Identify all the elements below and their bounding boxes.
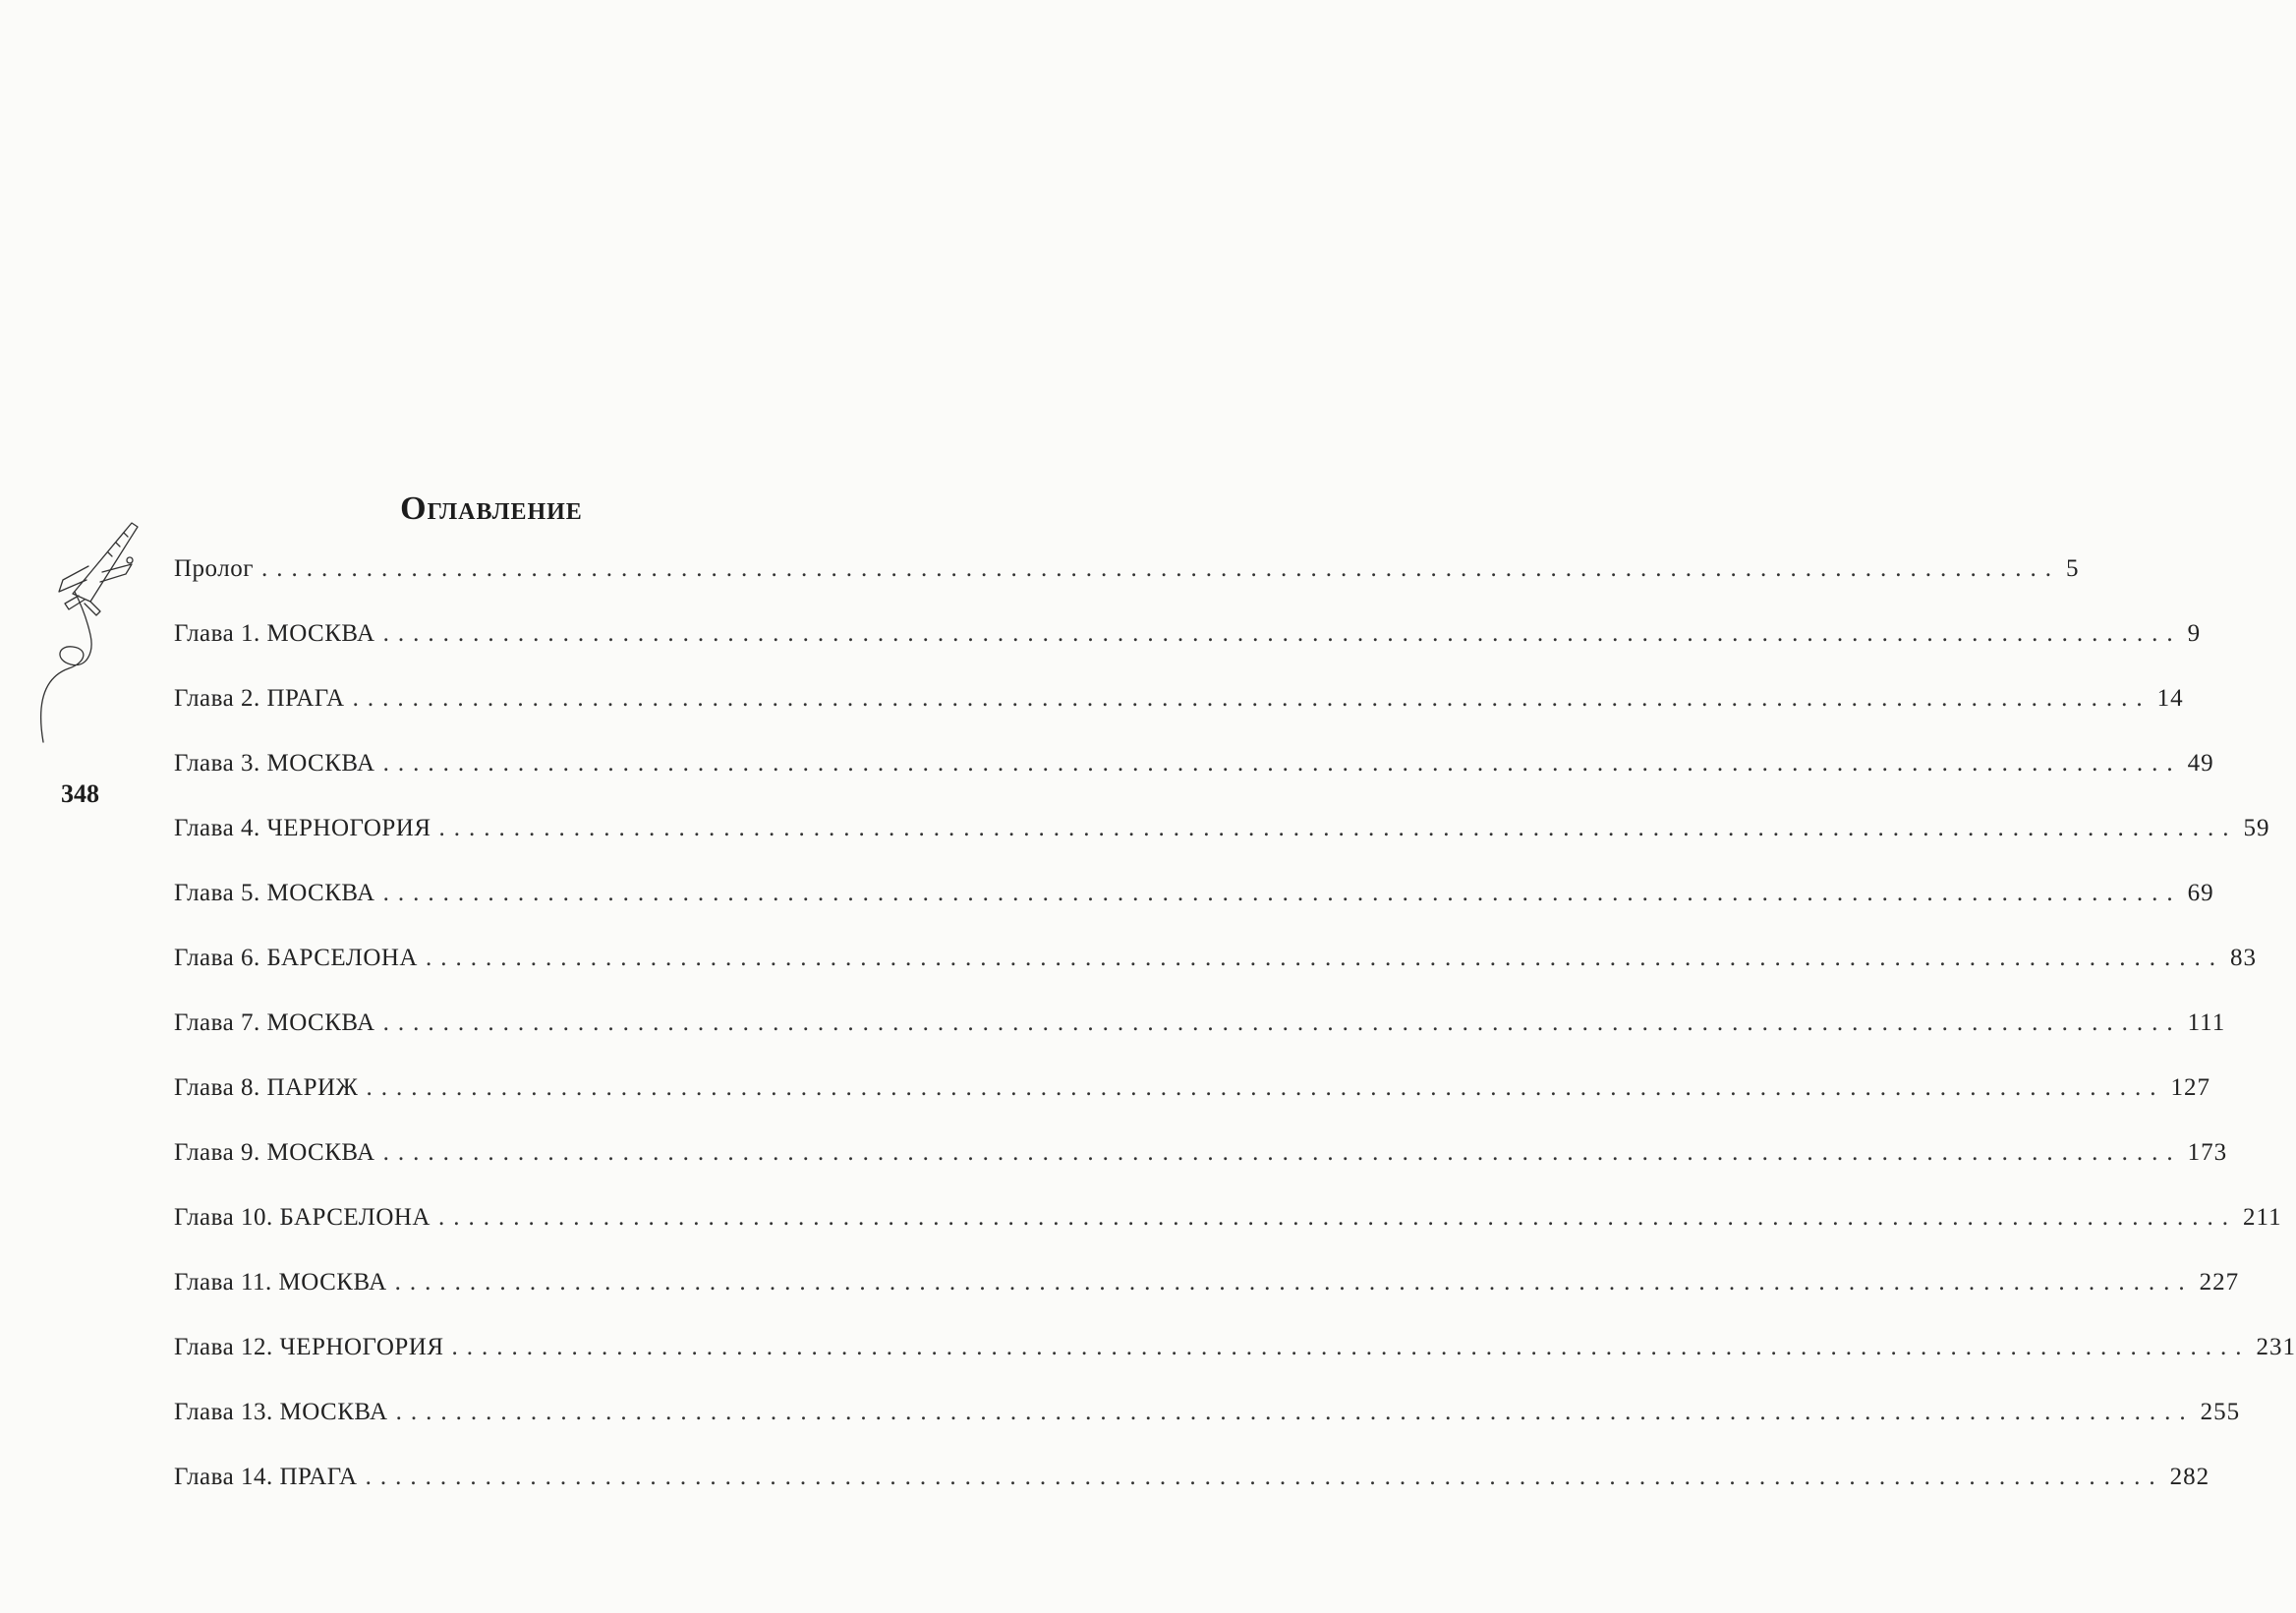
dot-leader: ........................................................................................................................ bbox=[438, 1204, 2237, 1231]
dot-leader: ........................................................................................................................ bbox=[382, 750, 2182, 777]
toc-entry bbox=[174, 1204, 2282, 1269]
dot-leader: ........................................................................................................................ bbox=[426, 945, 2224, 971]
toc-entry bbox=[174, 1334, 2296, 1399]
dot-leader: ........................................................................................................................ bbox=[382, 620, 2182, 647]
toc-entry-title: Глава 14. ПРАГА bbox=[174, 1464, 358, 1490]
toc-entry-page: 59 bbox=[2243, 815, 2270, 841]
toc-entry-title: Глава 3. МОСКВА bbox=[174, 750, 375, 777]
table-of-contents bbox=[174, 555, 2296, 1528]
toc-entry bbox=[174, 555, 2080, 620]
toc-entry-page: 9 bbox=[2187, 620, 2202, 647]
toc-entry bbox=[174, 620, 2202, 685]
toc-entry-title: Глава 5. МОСКВА bbox=[174, 880, 375, 906]
toc-entry bbox=[174, 1074, 2210, 1139]
toc-entry-page: 227 bbox=[2199, 1269, 2240, 1296]
toc-entry-title: Глава 7. МОСКВА bbox=[174, 1009, 375, 1036]
toc-entry-title: Глава 13. МОСКВА bbox=[174, 1399, 388, 1425]
dot-leader: ........................................................................................................................ bbox=[382, 1139, 2182, 1166]
page-number: 348 bbox=[61, 779, 99, 808]
dot-leader: ........................................................................................................................ bbox=[382, 1009, 2182, 1036]
dot-leader: ........................................................................................................................ bbox=[366, 1074, 2165, 1101]
page-title: Оглавление bbox=[400, 490, 583, 527]
toc-entry bbox=[174, 685, 2184, 750]
toc-entry bbox=[174, 1464, 2210, 1528]
toc-entry-title: Глава 12. ЧЕРНОГОРИЯ bbox=[174, 1334, 444, 1360]
dot-leader: ........................................................................................................................ bbox=[451, 1334, 2251, 1360]
dot-leader: ........................................................................................................................ bbox=[365, 1464, 2164, 1490]
toc-entry-page: 5 bbox=[2065, 555, 2080, 582]
dot-leader: ........................................................................................................................ bbox=[352, 685, 2152, 712]
toc-entry-title: Глава 4. ЧЕРНОГОРИЯ bbox=[174, 815, 431, 841]
dot-leader: ........................................................................................................................ bbox=[394, 1269, 2194, 1296]
toc-entry-page: 111 bbox=[2187, 1009, 2226, 1036]
toc-entry-title: Глава 10. БАРСЕЛОНА bbox=[174, 1204, 430, 1231]
toc-entry bbox=[174, 1269, 2240, 1334]
toc-entry-page: 14 bbox=[2156, 685, 2184, 712]
toc-entry-page: 127 bbox=[2170, 1074, 2210, 1101]
paper-airplane-icon bbox=[29, 521, 157, 747]
toc-entry bbox=[174, 1139, 2228, 1204]
toc-entry bbox=[174, 815, 2270, 880]
toc-entry-page: 211 bbox=[2243, 1204, 2282, 1231]
toc-entry-title: Глава 1. МОСКВА bbox=[174, 620, 375, 647]
toc-entry bbox=[174, 945, 2257, 1009]
dot-leader: ........................................................................................................................ bbox=[260, 555, 2060, 582]
toc-entry bbox=[174, 1399, 2241, 1464]
toc-entry-title: Глава 6. БАРСЕЛОНА bbox=[174, 945, 418, 971]
toc-entry-page: 255 bbox=[2200, 1399, 2241, 1425]
toc-entry-page: 83 bbox=[2230, 945, 2257, 971]
toc-entry bbox=[174, 1009, 2226, 1074]
dot-leader: ........................................................................................................................ bbox=[438, 815, 2238, 841]
toc-entry-title: Глава 9. МОСКВА bbox=[174, 1139, 375, 1166]
toc-entry bbox=[174, 880, 2214, 945]
dot-leader: ........................................................................................................................ bbox=[395, 1399, 2195, 1425]
dot-leader: ........................................................................................................................ bbox=[382, 880, 2182, 906]
toc-entry bbox=[174, 750, 2214, 815]
toc-entry-title: Глава 11. МОСКВА bbox=[174, 1269, 387, 1296]
toc-entry-title: Глава 8. ПАРИЖ bbox=[174, 1074, 359, 1101]
toc-entry-page: 49 bbox=[2187, 750, 2214, 777]
toc-entry-title: Пролог bbox=[174, 555, 254, 582]
toc-entry-page: 282 bbox=[2169, 1464, 2210, 1490]
toc-entry-page: 231 bbox=[2256, 1334, 2296, 1360]
toc-entry-page: 173 bbox=[2187, 1139, 2228, 1166]
toc-entry-page: 69 bbox=[2187, 880, 2214, 906]
toc-entry-title: Глава 2. ПРАГА bbox=[174, 685, 345, 712]
